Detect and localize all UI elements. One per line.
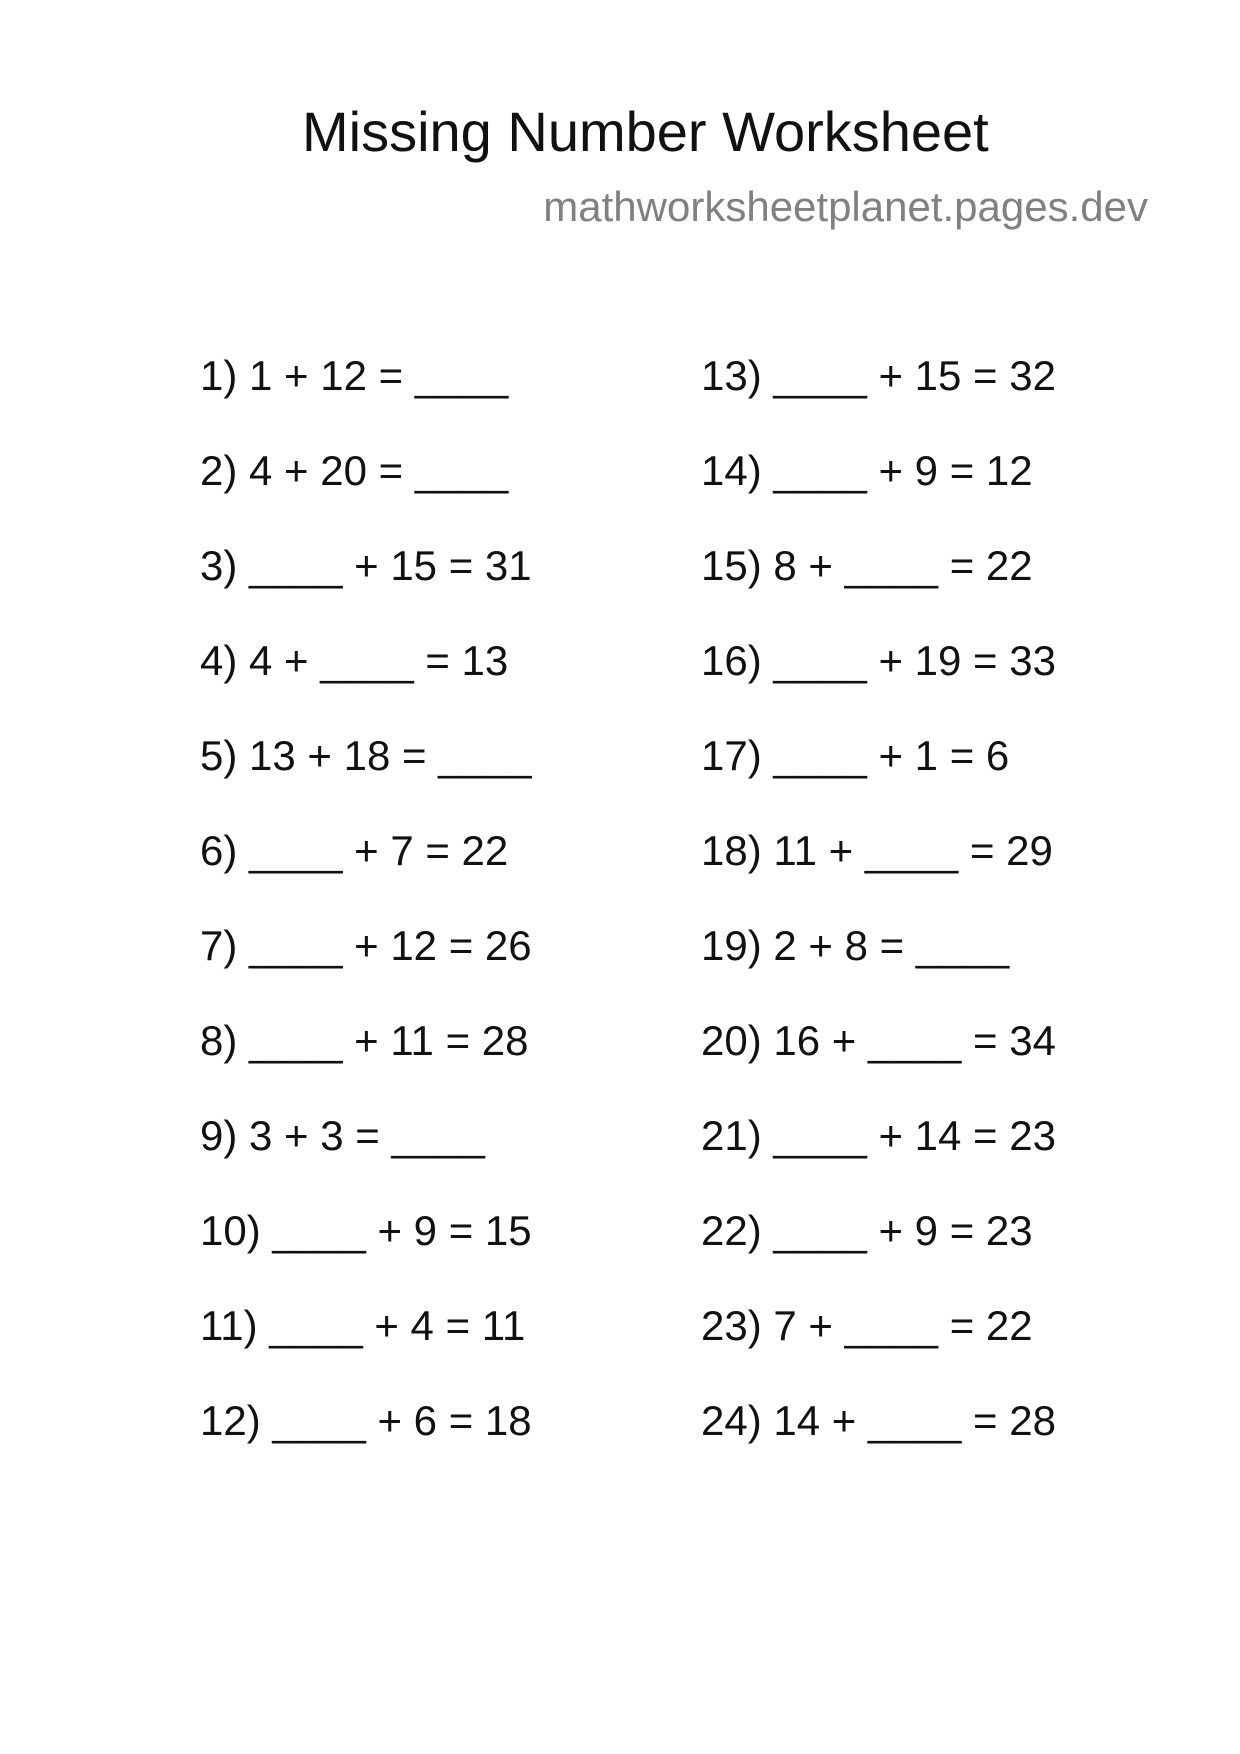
problem-7: 7) ____ + 12 = 26 — [200, 922, 532, 969]
problem-19: 19) 2 + 8 = ____ — [701, 922, 1010, 969]
problem-3: 3) ____ + 15 = 31 — [200, 542, 532, 589]
problem-18: 18) 11 + ____ = 29 — [701, 827, 1053, 874]
problem-24: 24) 14 + ____ = 28 — [701, 1397, 1056, 1444]
page-title: Missing Number Worksheet — [302, 100, 989, 163]
problem-column-right — [701, 348, 1056, 1488]
problem-21: 21) ____ + 14 = 23 — [701, 1112, 1056, 1159]
problem-15: 15) 8 + ____ = 22 — [701, 542, 1033, 589]
source-url: mathworksheetplanet.pages.dev — [543, 183, 1148, 230]
problem-14: 14) ____ + 9 = 12 — [701, 447, 1033, 494]
problem-16: 16) ____ + 19 = 33 — [701, 637, 1056, 684]
problem-23: 23) 7 + ____ = 22 — [701, 1302, 1033, 1349]
problem-6: 6) ____ + 7 = 22 — [200, 827, 509, 874]
problem-13: 13) ____ + 15 = 32 — [701, 352, 1056, 399]
problem-10: 10) ____ + 9 = 15 — [200, 1207, 532, 1254]
problem-column-left — [200, 348, 532, 1488]
problem-5: 5) 13 + 18 = ____ — [200, 732, 532, 779]
problem-1: 1) 1 + 12 = ____ — [200, 352, 509, 399]
problem-22: 22) ____ + 9 = 23 — [701, 1207, 1033, 1254]
problem-20: 20) 16 + ____ = 34 — [701, 1017, 1056, 1064]
problem-9: 9) 3 + 3 = ____ — [200, 1112, 485, 1159]
problem-11: 11) ____ + 4 = 11 — [200, 1302, 526, 1349]
problem-8: 8) ____ + 11 = 28 — [200, 1017, 529, 1064]
problem-4: 4) 4 + ____ = 13 — [200, 637, 509, 684]
problem-12: 12) ____ + 6 = 18 — [200, 1397, 532, 1444]
problem-2: 2) 4 + 20 = ____ — [200, 447, 509, 494]
problem-17: 17) ____ + 1 = 6 — [701, 732, 1010, 779]
